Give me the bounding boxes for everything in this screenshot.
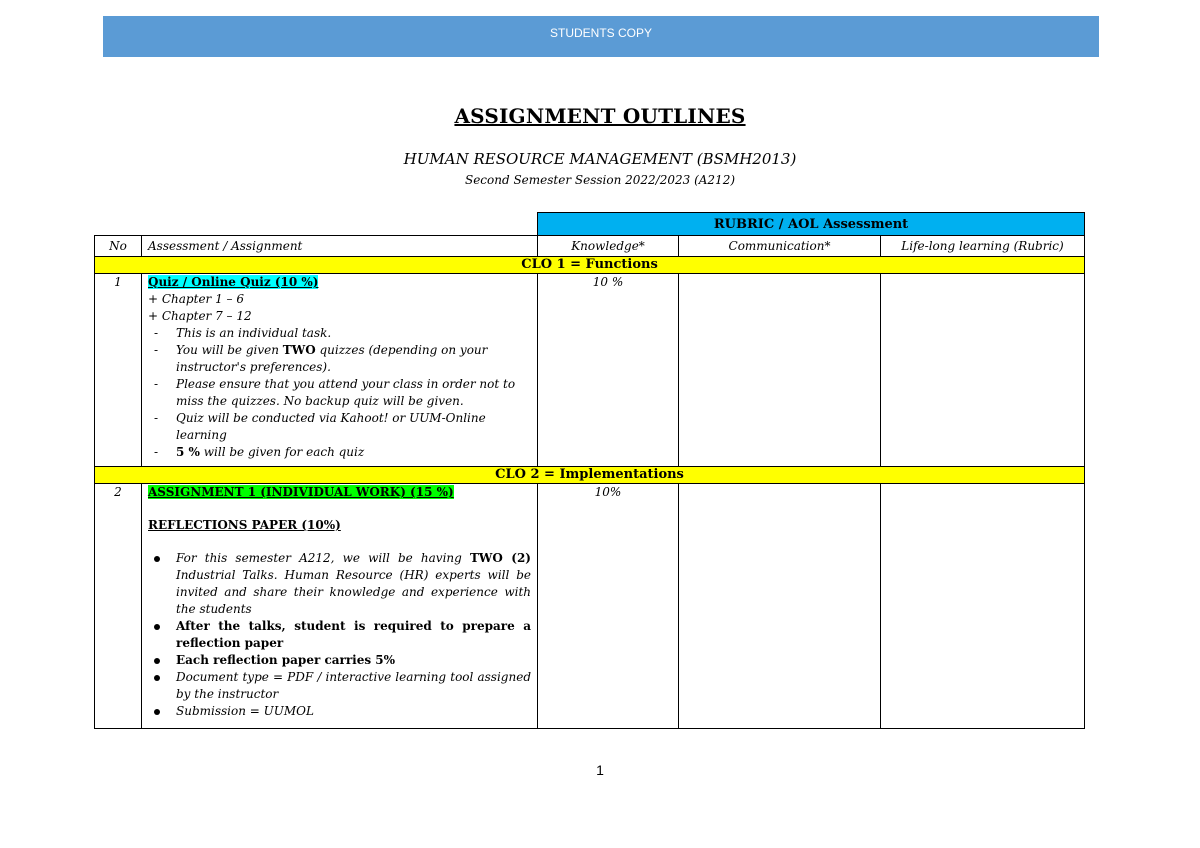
list-item: - This is an individual task. xyxy=(176,325,531,342)
clo1-row xyxy=(95,257,1085,274)
assignment-outline-table xyxy=(94,212,1085,729)
assignment-heading: ASSIGNMENT 1 (INDIVIDUAL WORK) (15 %) xyxy=(148,485,454,499)
list-item: For this semester A212, we will be having TWO (2) Industrial Talks. Human Resource (HR) experts will be invited and share their knowledge and experience with the students xyxy=(176,551,531,616)
quiz-details-list xyxy=(148,325,531,461)
communication-cell xyxy=(679,274,881,467)
list-item: - Quiz will be conducted via Kahoot! or UUM-Online learning xyxy=(176,410,531,444)
rubric-header-row xyxy=(95,213,1085,236)
list-item: - Please ensure that you attend your class in order not to miss the quizzes. No backup quiz will be given. xyxy=(176,376,531,410)
col-header-lifelong: Life-long learning (Rubric) xyxy=(881,236,1085,257)
knowledge-value: 10 % xyxy=(538,274,679,467)
list-item: After the talks, student is required to prepare a reflection paper xyxy=(176,619,531,650)
row-number: 1 xyxy=(95,274,142,467)
session-label: Second Semester Session 2022/2023 (A212) xyxy=(464,173,736,187)
rubric-header: RUBRIC / AOL Assessment xyxy=(538,213,1085,236)
assessment-cell xyxy=(142,484,538,729)
col-header-communication: Communication* xyxy=(679,236,881,257)
quiz-heading: Quiz / Online Quiz (10 %) xyxy=(148,275,319,289)
communication-cell xyxy=(679,484,881,729)
assessment-cell xyxy=(142,274,538,467)
clo2-row xyxy=(95,467,1085,484)
page-number: 1 xyxy=(596,762,604,778)
lifelong-cell xyxy=(881,484,1085,729)
chapter-range: + Chapter 1 – 6 xyxy=(148,292,244,306)
list-item: Submission = UUMOL xyxy=(176,703,531,720)
table-row xyxy=(95,274,1085,467)
column-header-row xyxy=(95,236,1085,257)
reflections-subheading: REFLECTIONS PAPER (10%) xyxy=(148,518,341,532)
col-header-knowledge: Knowledge* xyxy=(538,236,679,257)
students-copy-banner: STUDENTS COPY xyxy=(103,16,1099,57)
list-item: Document type = PDF / interactive learning tool assigned by the instructor xyxy=(176,670,531,701)
table-row xyxy=(95,484,1085,729)
clo1-label: CLO 1 = Functions xyxy=(95,257,1085,274)
clo2-label: CLO 2 = Implementations xyxy=(95,467,1085,484)
course-subtitle: HUMAN RESOURCE MANAGEMENT (BSMH2013) xyxy=(403,150,797,168)
row-number: 2 xyxy=(95,484,142,729)
list-item: Each reflection paper carries 5% xyxy=(176,652,531,669)
blank-cell xyxy=(95,213,538,236)
col-header-assessment: Assessment / Assignment xyxy=(142,236,538,257)
chapter-range: + Chapter 7 – 12 xyxy=(148,309,252,323)
list-item: - You will be given TWO quizzes (depending on your instructor's preferences). xyxy=(176,342,531,376)
list-item: - 5 % will be given for each quiz xyxy=(176,444,531,461)
knowledge-value: 10% xyxy=(538,484,679,729)
col-header-no: No xyxy=(95,236,142,257)
assignment-details-list xyxy=(148,550,531,720)
page-title: ASSIGNMENT OUTLINES xyxy=(454,104,746,128)
lifelong-cell xyxy=(881,274,1085,467)
